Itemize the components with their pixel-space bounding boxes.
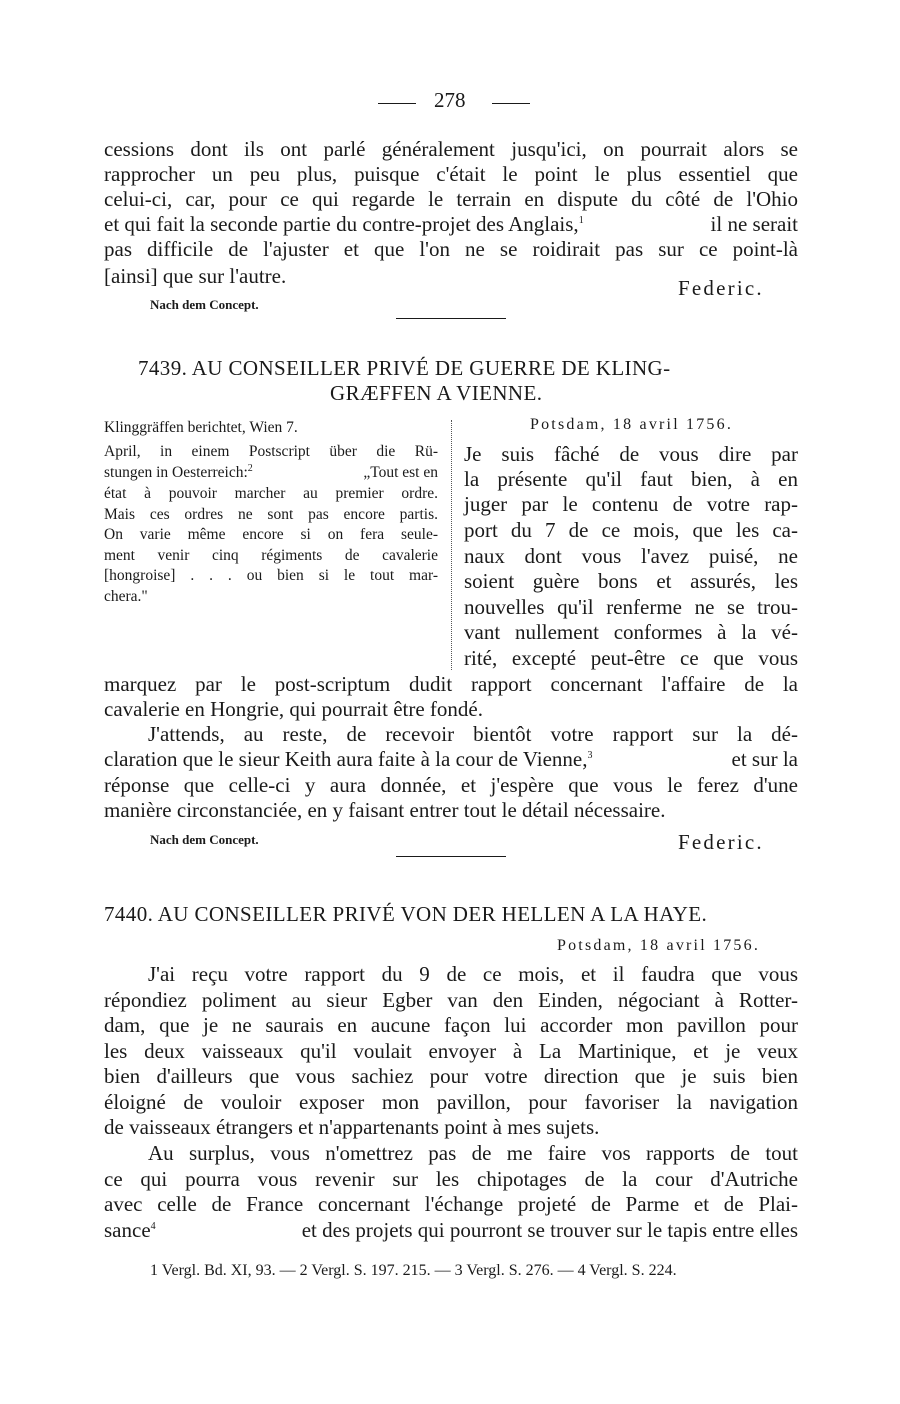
body-line-6: manière circonstanciée, en y faisant entrer tout le détail nécessaire. — [104, 798, 666, 822]
summary-line-2: April, in einem Postscript über die Rü- — [104, 443, 438, 460]
body-line-4 — [104, 747, 798, 773]
right-line-6: soient guère bons et assurés, les — [464, 569, 798, 593]
l7440-line-8: Au surplus, vous n'omettrez pas de me faire vos rapports de tout — [148, 1141, 798, 1165]
footnote-ref-1: 1 — [578, 215, 584, 226]
right-line-9: rité, excepté peut-être ce que vous — [464, 646, 798, 670]
letter-7440-date: Potsdam, 18 avril 1756. — [557, 937, 761, 954]
summary-line-8: [hongroise] . . . ou bien si le tout mar- — [104, 567, 438, 584]
top-signature: Federic. — [678, 276, 764, 300]
right-line-4: port du 7 de ce mois, que les ca- — [464, 518, 798, 542]
letter-7440-heading: 7440. AU CONSEILLER PRIVÉ VON DER HELLEN A LA HAYE. — [104, 902, 708, 926]
letter-7439-heading-1: 7439. AU CONSEILLER PRIVÉ DE GUERRE DE KLING- — [138, 356, 671, 380]
right-line-1: Je suis fâché de vous dire par — [464, 442, 798, 466]
summary-line-9: chera." — [104, 588, 148, 605]
summary-line-1-text: Klinggräffen berichtet, Wien 7. — [104, 419, 298, 436]
summary-line-3 — [104, 463, 438, 484]
l7440-line-7: de vaisseaux étrangers et n'appartenants point à mes sujets. — [104, 1115, 600, 1139]
separator-2 — [396, 856, 506, 857]
l7440-line-9: ce qui pourra vous revenir sur les chipotages de la cour d'Autriche — [104, 1167, 798, 1191]
summary-line-6: On varie même encore si on fera seule- — [104, 526, 438, 543]
l7440-line-11 — [104, 1218, 798, 1244]
l7440-line-6: éloigné de vouloir exposer mon pavillon, pour favoriser la navigation — [104, 1090, 798, 1114]
footnote-ref-3: 3 — [587, 750, 593, 761]
body-line-1: marquez par le post-scriptum dudit rapport concernant l'affaire de la — [104, 672, 798, 696]
top-line-4-tail: il ne serait — [710, 212, 798, 236]
body-line-5: réponse que celle-ci y aura donnée, et j'espère que vous le ferez d'une — [104, 773, 798, 797]
footnote-ref-2: 2 — [247, 462, 253, 474]
letter-7439-source: Nach dem Concept. — [150, 832, 259, 847]
body-line-3: J'attends, au reste, de recevoir bientôt votre rapport sur la dé- — [148, 722, 798, 746]
letter-7439-date: Potsdam, 18 avril 1756. — [530, 416, 734, 433]
top-line-4 — [104, 212, 798, 238]
top-line-6: [ainsi] que sur l'autre. — [104, 264, 287, 288]
l7440-line-4: les deux vaisseaux qu'il voulait envoyer à La Martinique, et je veux — [104, 1039, 798, 1063]
summary-line-3-text: stungen in Oesterreich: — [104, 464, 248, 481]
right-line-7: nouvelles qu'il renferme ne se trou- — [464, 595, 798, 619]
summary-line-3-tail: „Tout est en — [363, 464, 438, 481]
right-line-3: juger par le contenu de votre rap- — [464, 492, 798, 516]
top-line-4-text: et qui fait la seconde partie du contre-projet des Anglais, — [104, 212, 579, 236]
l7440-line-1: J'ai reçu votre rapport du 9 de ce mois, et il faudra que vous — [148, 962, 798, 986]
l7440-line-10: avec celle de France concernant l'échange projeté de Parme et de Plai- — [104, 1192, 798, 1216]
column-divider — [451, 420, 452, 670]
top-line-5: pas difficile de l'ajuster et que l'on ne se roidirait pas sur ce point-là — [104, 237, 798, 261]
right-line-2: la présente qu'il faut bien, à en — [464, 467, 798, 491]
l7440-line-2: répondiez poliment au sieur Egber van den Einden, négociant à Rotter- — [104, 988, 798, 1012]
right-line-5: naux dont vous l'avez puisé, ne — [464, 544, 798, 568]
l7440-line-5: bien d'ailleurs que vous sachiez pour votre direction que je suis bien — [104, 1064, 798, 1088]
page-number-dash-right — [492, 103, 530, 104]
body-line-4-text: claration que le sieur Keith aura faite à la cour de Vienne, — [104, 747, 588, 771]
l7440-line-11-tail: et des projets qui pourront se trouver sur le tapis entre elles — [301, 1218, 798, 1242]
summary-line-5: Mais ces ordres ne sont pas encore partis. — [104, 506, 438, 523]
top-line-3: celui-ci, car, pour ce qui regarde le terrain en dispute du côté de l'Ohio — [104, 187, 798, 211]
l7440-line-3: dam, que je ne saurais en aucune façon lui accorder mon pavillon pour — [104, 1013, 798, 1037]
top-line-2: rapprocher un peu plus, puisque c'était le point le plus essentiel que — [104, 162, 798, 186]
body-line-2: cavalerie en Hongrie, qui pourrait être fondé. — [104, 697, 483, 721]
letter-7439-heading-2: GRÆFFEN A VIENNE. — [330, 381, 543, 405]
summary-line-4: état à pouvoir marcher au premier ordre. — [104, 485, 438, 502]
body-line-4-tail: et sur la — [731, 747, 798, 771]
top-line-1: cessions dont ils ont parlé généralement jusqu'ici, on pourrait alors se — [104, 137, 798, 161]
top-source: Nach dem Concept. — [150, 297, 259, 312]
right-line-8: vant nullement conformes à la vé- — [464, 620, 798, 644]
letter-7439-signature: Federic. — [678, 830, 764, 854]
summary-line-1 — [104, 418, 298, 439]
separator-1 — [396, 318, 506, 319]
summary-line-7: ment venir cinq régiments de cavalerie — [104, 547, 438, 564]
footnote-ref-4: 4 — [150, 1221, 156, 1232]
l7440-line-11-head: sance — [104, 1218, 151, 1242]
footnotes: 1 Vergl. Bd. XI, 93. — 2 Vergl. S. 197. 215. — 3 Vergl. S. 276. — 4 Vergl. S. 224. — [150, 1262, 677, 1279]
page-number: 278 — [434, 88, 466, 112]
page-number-dash-left — [378, 103, 416, 104]
